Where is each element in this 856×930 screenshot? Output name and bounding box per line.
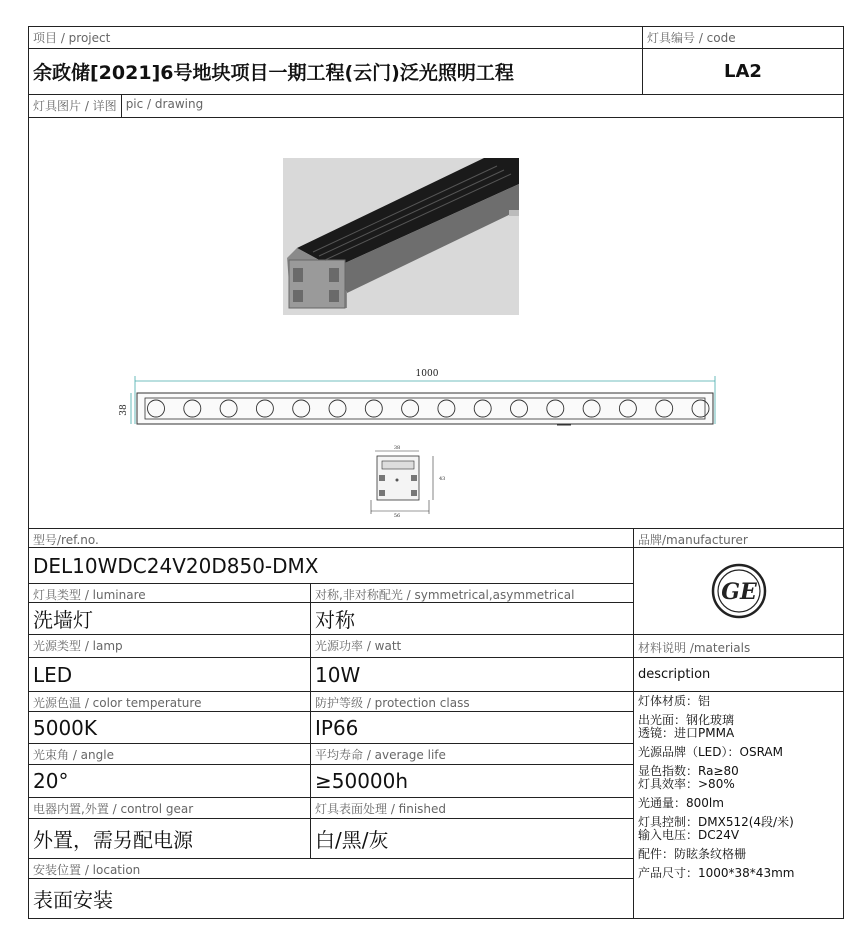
materials-description-cell <box>634 658 844 692</box>
distribution-label: 对称,非对称配光 / symmetrical,asymmetrical <box>315 588 575 602</box>
distribution-value: 对称 <box>315 608 355 632</box>
section-height-dim: 43 <box>439 476 446 482</box>
color-temp-value-cell <box>29 712 311 744</box>
material-line: 灯具控制：DMX512(4段/米) <box>638 815 794 829</box>
code-label: 灯具编号 / code <box>647 31 736 45</box>
ge-logo <box>711 563 767 619</box>
watt-label: 光源功率 / watt <box>315 639 402 653</box>
protection-label: 防护等级 / protection class <box>315 696 470 710</box>
ref-value: DEL10WDC24V20D850-DMX <box>33 553 319 578</box>
distribution-value-cell <box>311 603 634 635</box>
protection-value-cell <box>311 712 634 744</box>
project-name: 余政储[2021]6号地块项目一期工程(云门)泛光照明工程 <box>33 62 514 84</box>
ref-label: 型号/ref.no. <box>33 533 99 547</box>
color-temp-value: 5000K <box>33 715 98 740</box>
material-line: 配件：防眩条纹格栅 <box>638 847 747 861</box>
color-temp-label-cell <box>29 692 311 712</box>
finished-label: 灯具表面处理 / finished <box>315 802 447 816</box>
manufacturer-label-cell <box>634 529 844 548</box>
ge-logo-text: GE <box>720 579 757 605</box>
control-gear-label-cell <box>29 798 311 819</box>
location-label-cell <box>29 859 634 879</box>
finished-value: 白/黑/灰 <box>315 828 389 852</box>
angle-value: 20° <box>33 769 69 793</box>
control-gear-value: 外置，需另配电源 <box>33 828 193 852</box>
lamp-label: 光源类型 / lamp <box>33 639 123 653</box>
life-value-cell <box>311 765 634 798</box>
lamp-label-cell <box>29 635 311 658</box>
ref-value-cell <box>29 548 634 584</box>
material-line: 出光面：钢化玻璃 <box>638 713 735 727</box>
life-label: 平均寿命 / average life <box>315 748 446 762</box>
lamp-value: LED <box>33 662 73 687</box>
materials-description: description <box>638 667 711 682</box>
material-line: 输入电压：DC24V <box>638 828 740 842</box>
manufacturer-label: 品牌/manufacturer <box>638 533 748 547</box>
luminaire-label-cell <box>29 584 311 603</box>
watt-value-cell <box>311 658 634 692</box>
length-dimension: 1000 <box>415 369 439 379</box>
location-value-cell <box>29 879 634 919</box>
protection-value: IP66 <box>315 715 359 740</box>
watt-value: 10W <box>315 662 361 687</box>
code-value: LA2 <box>724 61 762 82</box>
project-label: 项目 / project <box>33 31 111 45</box>
material-line: 透镜：进口PMMA <box>638 726 735 740</box>
drawing-label-en: pic / drawing <box>125 97 204 111</box>
luminaire-value-cell <box>29 603 311 635</box>
materials-label: 材料说明 /materials <box>638 641 751 655</box>
location-label: 安装位置 / location <box>33 863 141 877</box>
luminaire-label: 灯具类型 / luminare <box>33 588 146 602</box>
control-gear-value-cell <box>29 819 311 859</box>
drawing-label-cn: 灯具图片 / 详图 <box>29 95 122 117</box>
watt-label-cell <box>311 635 634 658</box>
section-base-dim: 56 <box>393 513 401 519</box>
finished-label-cell <box>311 798 634 819</box>
section-view <box>371 445 445 519</box>
luminaire-value: 洗墙灯 <box>33 608 93 632</box>
luminaire-drawing <box>29 118 844 529</box>
life-label-cell <box>311 744 634 765</box>
ref-label-cell <box>29 529 634 548</box>
material-line: 光源品牌（LED）：OSRAM <box>638 745 783 759</box>
spec-sheet <box>28 26 844 919</box>
color-temp-label: 光源色温 / color temperature <box>33 696 202 710</box>
code-label-cell <box>643 27 844 49</box>
angle-value-cell <box>29 765 311 798</box>
life-value: ≥50000h <box>315 769 409 793</box>
angle-label-cell <box>29 744 311 765</box>
product-render <box>283 158 519 315</box>
manufacturer-logo-cell <box>634 548 844 635</box>
project-label-cell <box>29 27 643 49</box>
materials-list <box>634 692 844 919</box>
material-line: 灯体材质：铝 <box>638 694 711 708</box>
lamp-value-cell <box>29 658 311 692</box>
section-width-dim: 38 <box>393 445 401 451</box>
material-line: 显色指数：Ra≥80 <box>638 764 739 778</box>
finished-value-cell <box>311 819 634 859</box>
drawing-area <box>29 118 844 529</box>
material-line: 产品尺寸：1000*38*43mm <box>638 866 795 880</box>
angle-label: 光束角 / angle <box>33 748 114 762</box>
distribution-label-cell <box>311 584 634 603</box>
material-line: 光通量：800lm <box>638 796 724 810</box>
project-name-cell <box>29 49 643 95</box>
material-line: 灯具效率：>80% <box>638 777 735 791</box>
control-gear-label: 电器内置,外置 / control gear <box>33 802 194 816</box>
height-dimension: 38 <box>119 404 129 416</box>
materials-label-cell <box>634 635 844 658</box>
location-value: 表面安装 <box>33 888 113 912</box>
front-view <box>119 369 715 425</box>
protection-label-cell <box>311 692 634 712</box>
drawing-label-cell <box>29 95 844 118</box>
code-value-cell <box>643 49 844 95</box>
